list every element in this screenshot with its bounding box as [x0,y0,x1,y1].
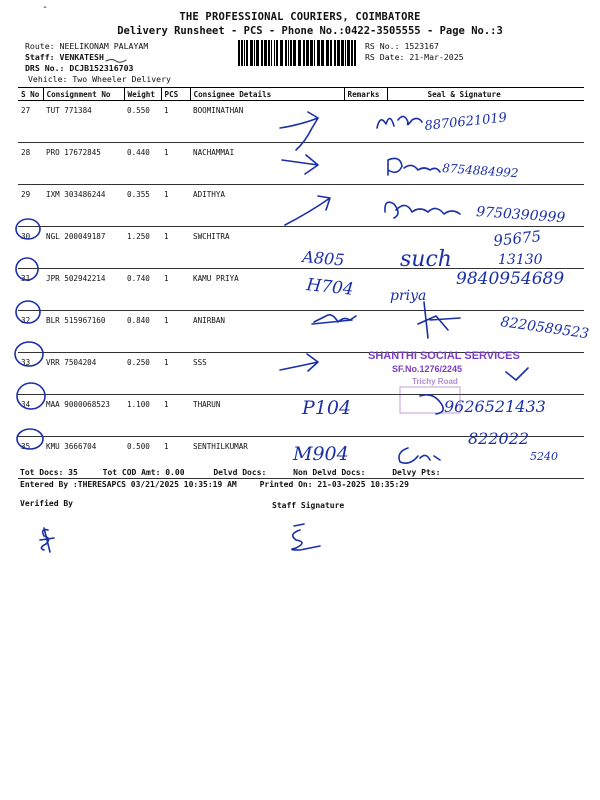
phone-32: 8220589523 [499,314,590,343]
verified-by-signature [40,528,54,552]
phone-34: 9626521433 [444,397,546,416]
weight-cell: 1.100 [124,395,161,437]
weight-cell: 0.250 [124,353,161,395]
arrow-28 [282,155,318,174]
sno-circle-34 [17,383,45,409]
signature-35 [399,448,440,463]
note-31: H704 [305,275,355,300]
printed-on: Printed On: 21-03-2025 10:35:29 [259,480,409,489]
entered-by: Entered By :THERESAPCS 03/21/2025 10:35:19 AM [20,480,237,489]
consignment-cell: VRR 7504204 [43,353,124,395]
note-35: M904 [293,443,349,465]
col-weight: Weight [124,88,161,101]
note-30: A805 [301,247,346,270]
scribble-32 [312,315,356,324]
consignee-cell: NACHAMMAI [190,143,344,185]
sno-cell: 35 [18,437,43,479]
consignment-cell: IXM 303486244 [43,185,124,227]
sno-cell: 29 [18,185,43,227]
consignee-cell: ANIRBAN [190,311,344,353]
totals-line [20,468,440,477]
col-seal-signature: Seal & Signature [387,88,584,101]
phone-31: 9840954689 [456,269,565,289]
delvy-pts: Delvy Pts: [392,468,441,477]
stray-mark: - [42,2,49,13]
tot-docs: Tot Docs: 35 [20,468,78,477]
pcs-cell: 1 [161,143,190,185]
pcs-cell: 1 [161,227,190,269]
consignment-cell: PRO 17672845 [43,143,124,185]
arrow-29 [285,196,330,225]
route-label: Route: [25,41,55,51]
col-pcs: PCS [161,88,190,101]
phone-28: 8754884992 [441,161,519,181]
sno-cell: 28 [18,143,43,185]
weight-cell: 0.355 [124,185,161,227]
consignee-cell: BOOMINATHAN [190,101,344,143]
phone-35-b: 5240 [530,450,558,463]
pcs-cell: 1 [161,101,190,143]
col-consignment: Consignment No [43,88,124,101]
phone-30: 95675 [492,227,542,250]
consignee-cell: KAMU PRIYA [190,269,344,311]
rs-no-label: RS No.: [365,41,400,51]
rs-date-value: 21-Mar-2025 [409,52,464,62]
vehicle-value: Two Wheeler Delivery [72,74,171,84]
weight-cell: 0.740 [124,269,161,311]
pcs-cell: 1 [161,353,190,395]
drs-label: DRS No.: [25,63,65,73]
consignment-cell: BLR 515967160 [43,311,124,353]
col-remarks: Remarks [344,88,387,101]
weight-cell: 0.550 [124,101,161,143]
company-title: THE PROFESSIONAL COURIERS, COIMBATORE [179,11,421,23]
arrow-27 [280,112,318,150]
sno-circle-30 [16,219,40,239]
arrow-33 [280,354,318,371]
runsheet-subtitle: Delivery Runsheet - PCS - Phone No.:0422-3505555 - Page No.:3 [117,25,503,37]
pcs-cell: 1 [161,437,190,479]
consignment-cell: JPR 502942214 [43,269,124,311]
phone-30-b: 13130 [498,252,543,268]
sno-circle-35 [17,429,43,449]
signature-31: priya [390,288,427,304]
pcs-cell: 1 [161,185,190,227]
consignment-cell: NGL 200049187 [43,227,124,269]
stamp-line1: SHANTHI SOCIAL SERVICES [368,350,520,362]
signature-34 [420,395,443,414]
vehicle-label: Vehicle: [28,74,68,84]
signature-32 [418,302,460,338]
pcs-cell: 1 [161,395,190,437]
tot-cod: Tot COD Amt: 0.00 [102,468,185,477]
sno-cell: 34 [18,395,43,437]
stamp-line3: Trichy Road [412,377,458,386]
signature-27 [377,116,422,128]
signature-29 [385,202,460,218]
signature-30: such [400,247,452,272]
consignment-cell: TUT 771384 [43,101,124,143]
sno-circle-32 [16,301,40,323]
consignment-cell: MAA 9000068523 [43,395,124,437]
sno-circle-33 [15,342,43,366]
weight-cell: 0.500 [124,437,161,479]
col-consignee: Consignee Details [190,88,344,101]
col-sno: S No [18,88,43,101]
consignee-cell: ADITHYA [190,185,344,227]
rs-no-value: 1523167 [404,41,439,51]
signature-28 [388,158,440,175]
staff-signature-mark [292,524,320,550]
sno-cell: 27 [18,101,43,143]
route-value: NEELIKONAM PALAYAM [59,41,149,51]
entered-line [20,480,409,489]
consignee-cell: SENTHILKUMAR [190,437,344,479]
sno-circle-31 [16,258,38,280]
check-33 [506,368,528,380]
weight-cell: 1.250 [124,227,161,269]
pcs-cell: 1 [161,269,190,311]
consignee-cell: THARUN [190,395,344,437]
sno-cell: 32 [18,311,43,353]
consignment-cell: KMU 3666704 [43,437,124,479]
note-34: P104 [302,397,352,419]
phone-35: 822022 [468,429,530,448]
stamp-line2: SF.No.1276/2245 [392,364,463,374]
sno-cell: 30 [18,227,43,269]
staff-value: VENKATESH [59,52,104,62]
staff-signature-label: Staff Signature [272,501,345,510]
verified-by-label: Verified By [20,499,73,508]
pcs-cell: 1 [161,311,190,353]
rs-date-label: RS Date: [365,52,405,62]
phone-29: 9750390999 [475,204,566,227]
sno-cell: 33 [18,353,43,395]
consignee-cell: SSS [190,353,344,395]
non-delvd-docs: Non Delvd Docs: [293,468,366,477]
delvd-docs: Delvd Docs: [213,468,267,477]
weight-cell: 0.840 [124,311,161,353]
drs-value: DCJB152316703 [69,63,134,73]
sno-cell: 31 [18,269,43,311]
phone-27: 8870621019 [423,110,508,134]
weight-cell: 0.440 [124,143,161,185]
staff-label: Staff: [25,52,55,62]
consignee-cell: SWCHITRA [190,227,344,269]
